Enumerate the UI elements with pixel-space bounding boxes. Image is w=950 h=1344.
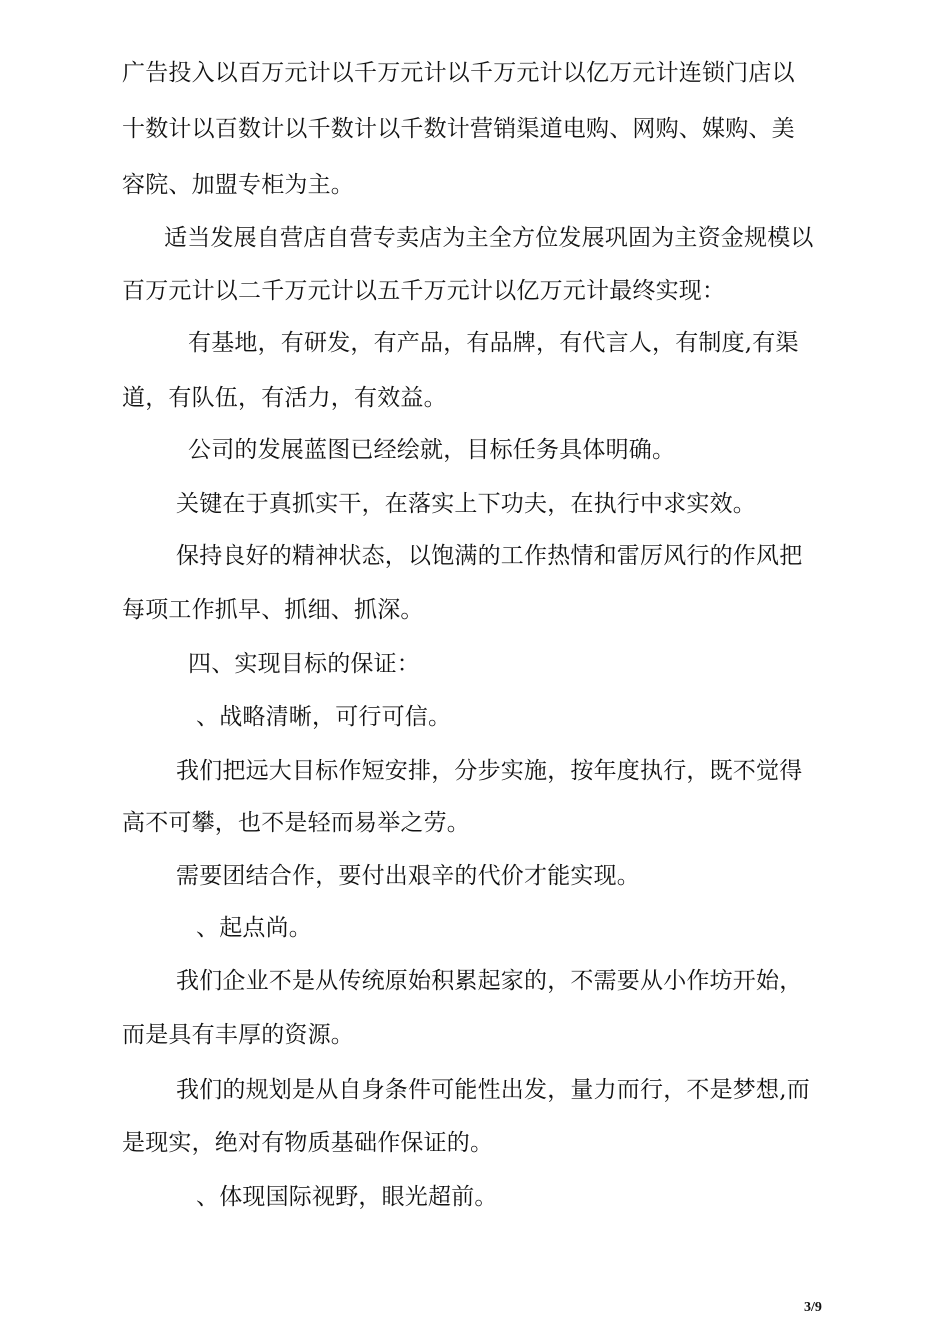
text-line: 保持良好的精神状态，以饱满的工作热情和雷厉风行的作风把 [176,543,803,569]
text-line: 需要团结合作，要付出艰辛的代价才能实现。 [176,863,640,889]
page-number: 3/9 [804,1300,822,1315]
text-line: 我们把远大目标作短安排，分步实施，按年度执行，既不觉得 [176,758,803,784]
text-line: 是现实，绝对有物质基础作保证的。 [122,1130,494,1156]
text-line: 十数计以百数计以千数计以千数计营销渠道电购、网购、媒购、美 [122,116,795,142]
text-line: 高不可攀，也不是轻而易举之劳。 [122,810,470,836]
text-line: 每项工作抓早、抓细、抓深。 [122,597,424,623]
subsection-heading: 、战略清晰，可行可信。 [196,704,452,730]
text-line: 道，有队伍，有活力，有效益。 [122,385,447,411]
text-line: 关键在于真抓实干，在落实上下功夫，在执行中求实效。 [176,491,756,517]
text-line: 有基地，有研发，有产品，有品牌，有代言人，有制度,有渠 [188,330,799,356]
text-line: 广告投入以百万元计以千万元计以千万元计以亿万元计连锁门店以 [122,60,795,86]
subsection-heading: 、体现国际视野，眼光超前。 [196,1184,498,1210]
section-heading: 四、实现目标的保证： [188,651,420,677]
text-line: 适当发展自营店自营专卖店为主全方位发展巩固为主资金规模以 [164,225,814,251]
text-line: 百万元计以二千万元计以五千万元计以亿万元计最终实现： [122,278,726,304]
text-line: 容院、加盟专柜为主。 [122,172,354,198]
subsection-heading: 、起点尚。 [196,915,312,941]
text-line: 公司的发展蓝图已经绘就，目标任务具体明确。 [188,437,676,463]
text-line: 我们企业不是从传统原始积累起家的，不需要从小作坊开始， [176,968,803,994]
text-line: 我们的规划是从自身条件可能性出发，量力而行，不是梦想,而 [176,1077,810,1103]
text-line: 而是具有丰厚的资源。 [122,1022,354,1048]
